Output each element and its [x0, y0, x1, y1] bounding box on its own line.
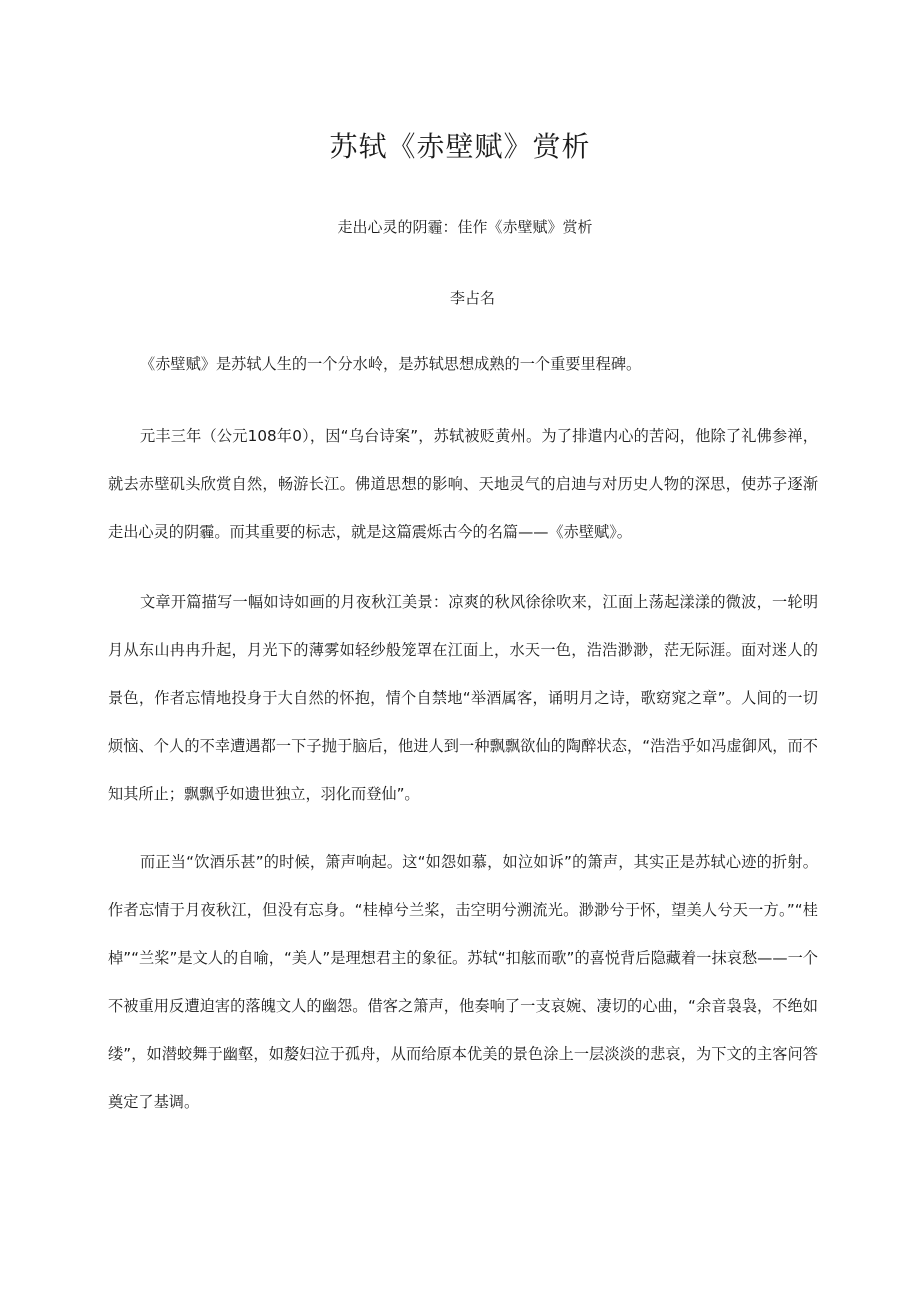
paragraph-3: 文章开篇描写一幅如诗如画的月夜秋江美景：凉爽的秋风徐徐吹来，江面上荡起漾漾的微波，一轮明月从东山冉冉升起，月光下的薄雾如轻纱般笼罩在江面上，水天一色，浩浩渺渺，茫无际涯。面对迷人的景色，作者忘情地投身于大自然的怀抱，情个自禁地“举酒属客，诵明月之诗，歌窈窕之章”。人间的一切烦恼、个人的不幸遭遇都一下子抛于脑后，他进人到一种飘飘欲仙的陶醉状态，“浩浩乎如冯虚御风，而不知其所止；飘飘乎如遗世独立，羽化而登仙”。	[108, 593, 818, 803]
paragraph-4: 而正当“饮酒乐甚”的时候，箫声响起。这“如怨如慕，如泣如诉”的箫声，其实正是苏轼心迹的折射。作者忘情于月夜秋江，但没有忘身。“桂棹兮兰桨，击空明兮溯流光。渺渺兮于怀，望美人兮天一方。”“桂棹”“兰桨”是文人的自喻，“美人”是理想君主的象征。苏轼“扣舷而歌”的喜悦背后隐藏着一抹哀愁——一个不被重用反遭迫害的落魄文人的幽怨。借客之箫声，他奏响了一支哀婉、凄切的心曲，“余音袅袅，不绝如缕”，如潜蛟舞于幽壑，如嫠妇泣于孤舟，从而给原本优美的景色涂上一层淡淡的悲哀，为下文的主客问答奠定了基调。	[108, 853, 818, 1111]
author-name: 李占名	[449, 289, 495, 307]
document-subtitle: 走出心灵的阴霾：佳作《赤壁赋》赏析	[337, 218, 593, 236]
paragraph-2: 元丰三年（公元108年0），因“乌台诗案”，苏轼被贬黄州。为了排遣内心的苦闷，他除了礼佛参禅，就去赤壁矶头欣赏自然，畅游长江。佛道思想的影响、天地灵气的启迪与对历史人物的深思，使苏子逐渐走出心灵的阴霾。而其重要的标志，就是这篇震烁古今的名篇——《赤壁赋》。	[108, 427, 818, 541]
paragraph-1: 《赤壁赋》是苏轼人生的一个分水岭，是苏轼思想成熟的一个重要里程碑。	[140, 355, 642, 373]
document-title: 苏轼《赤壁赋》赏析	[329, 130, 591, 163]
